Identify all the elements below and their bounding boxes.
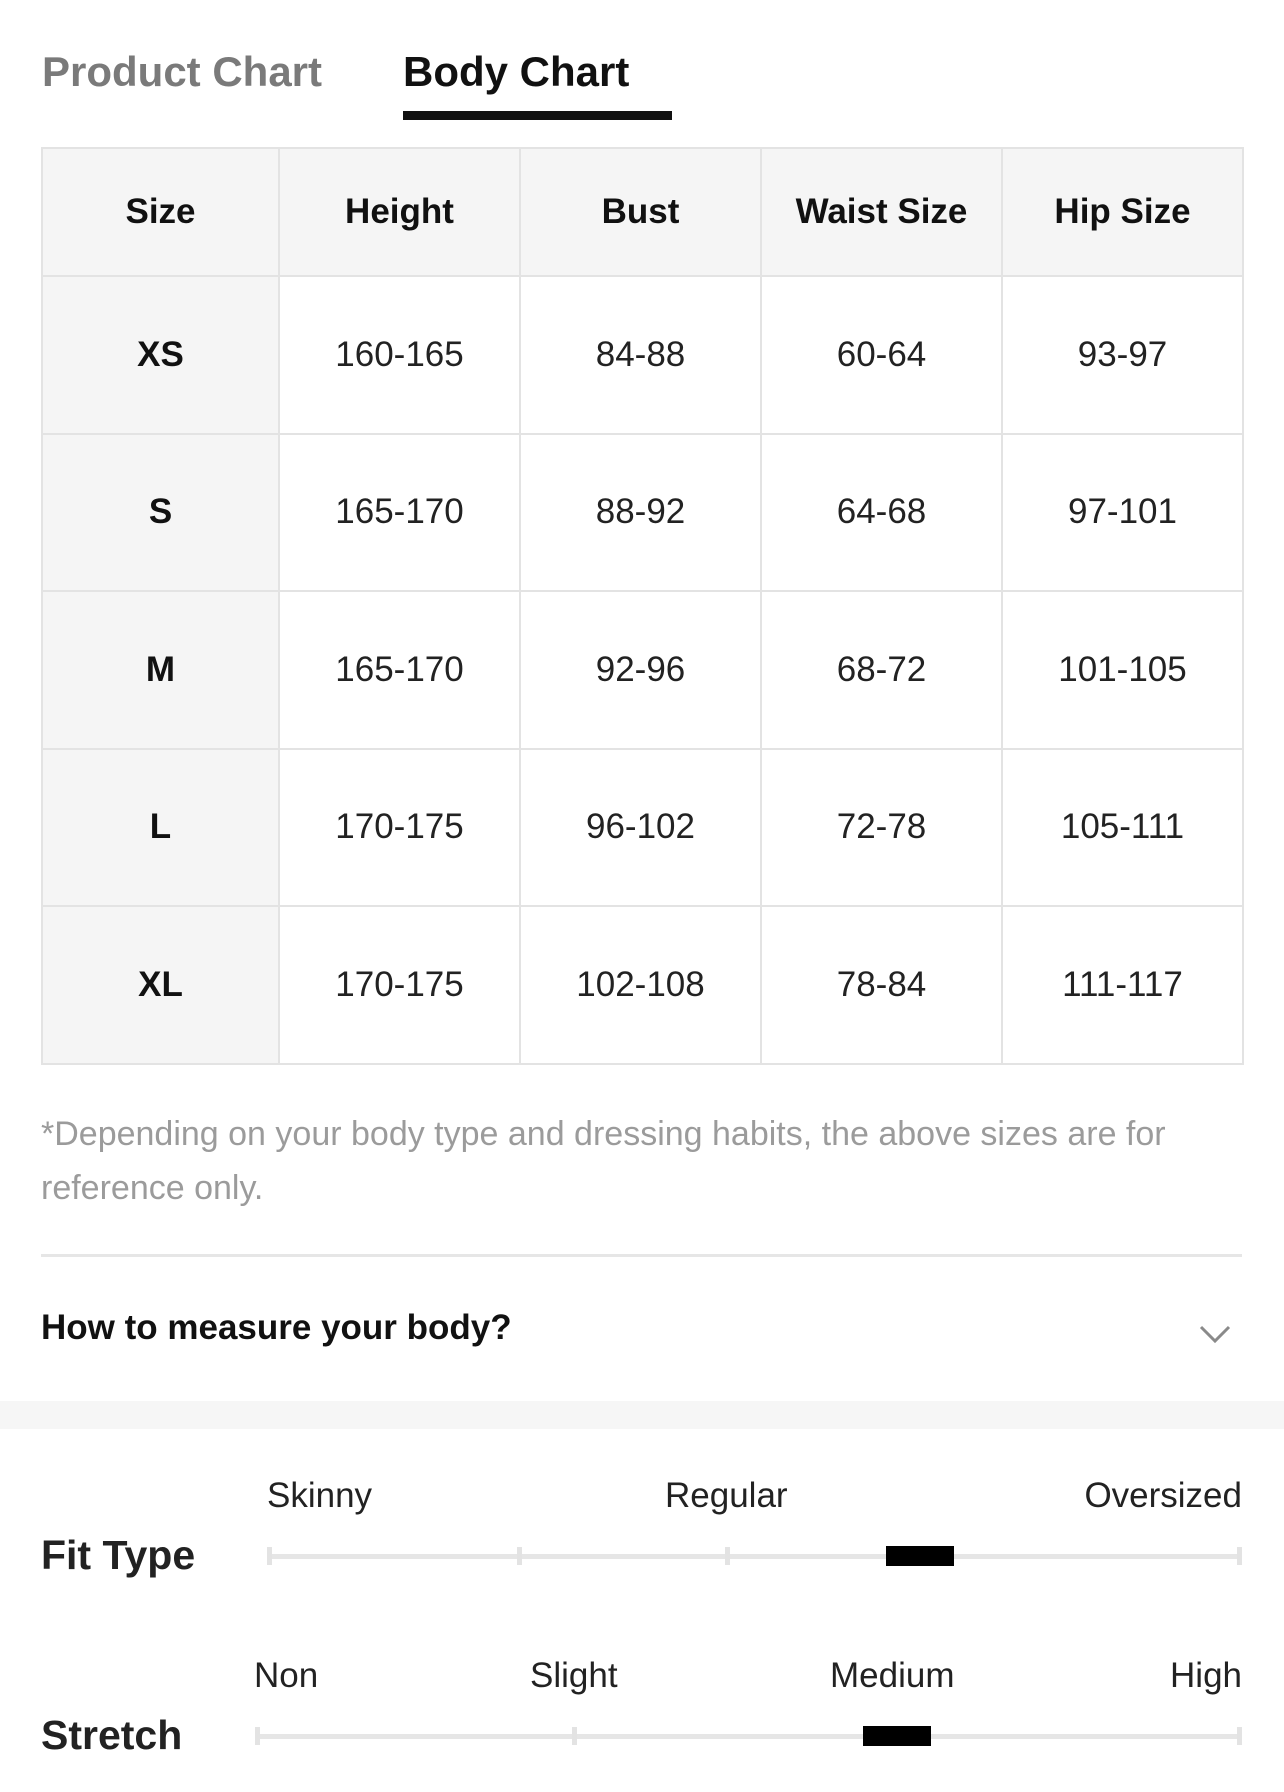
size-disclaimer: *Depending on your body type and dressing habits, the above sizes are for reference only. bbox=[41, 1115, 1166, 1207]
table-row bbox=[42, 591, 1243, 749]
table-cell: 93-97 bbox=[1002, 276, 1243, 434]
table-cell: 84-88 bbox=[520, 276, 761, 434]
tab-body-chart[interactable]: Body Chart bbox=[403, 48, 630, 95]
column-header-size: Size bbox=[42, 148, 279, 276]
table-cell: 96-102 bbox=[520, 749, 761, 907]
table-cell: 60-64 bbox=[761, 276, 1002, 434]
table-row bbox=[42, 906, 1243, 1064]
active-tab-underline bbox=[403, 111, 672, 120]
fit-type-label-skinny: Skinny bbox=[267, 1476, 373, 1515]
size-cell: XS bbox=[42, 276, 279, 434]
table-row bbox=[42, 434, 1243, 592]
fit-type-marker bbox=[886, 1546, 954, 1566]
stretch-marker bbox=[863, 1726, 931, 1746]
stretch-section bbox=[0, 1650, 1284, 1792]
stretch-label-non: Non bbox=[254, 1656, 319, 1695]
table-row bbox=[42, 276, 1243, 434]
table-cell: 88-92 bbox=[520, 434, 761, 592]
table-cell: 111-117 bbox=[1002, 906, 1243, 1064]
size-cell: S bbox=[42, 434, 279, 592]
table-cell: 78-84 bbox=[761, 906, 1002, 1064]
fit-type-tick bbox=[267, 1547, 272, 1565]
size-cell: XL bbox=[42, 906, 279, 1064]
table-row bbox=[42, 749, 1243, 907]
column-header-hip-size: Hip Size bbox=[1002, 148, 1243, 276]
column-header-height: Height bbox=[279, 148, 520, 276]
fit-type-tick bbox=[1237, 1547, 1242, 1565]
section-separator-band bbox=[0, 1401, 1284, 1429]
table-cell: 165-170 bbox=[279, 434, 520, 592]
column-header-waist-size: Waist Size bbox=[761, 148, 1002, 276]
stretch-tick bbox=[1237, 1727, 1242, 1745]
how-to-measure-accordion[interactable] bbox=[41, 1300, 1242, 1360]
chart-tabs bbox=[42, 40, 1242, 120]
fit-type-title: Fit Type bbox=[41, 1532, 196, 1578]
stretch-tick bbox=[572, 1727, 577, 1745]
stretch-tick bbox=[255, 1727, 260, 1745]
fit-type-label-regular: Regular bbox=[665, 1476, 788, 1515]
fit-type-section bbox=[0, 1470, 1284, 1620]
table-cell: 105-111 bbox=[1002, 749, 1243, 907]
table-cell: 64-68 bbox=[761, 434, 1002, 592]
fit-type-tick bbox=[517, 1547, 522, 1565]
stretch-label-slight: Slight bbox=[530, 1656, 618, 1695]
table-cell: 97-101 bbox=[1002, 434, 1243, 592]
body-size-table bbox=[41, 147, 1244, 1065]
fit-type-track bbox=[269, 1554, 1241, 1559]
size-cell: L bbox=[42, 749, 279, 907]
table-cell: 68-72 bbox=[761, 591, 1002, 749]
stretch-title: Stretch bbox=[41, 1712, 183, 1758]
table-cell: 101-105 bbox=[1002, 591, 1243, 749]
size-cell: M bbox=[42, 591, 279, 749]
column-header-bust: Bust bbox=[520, 148, 761, 276]
table-cell: 170-175 bbox=[279, 749, 520, 907]
chevron-down-icon[interactable] bbox=[1198, 1316, 1232, 1350]
stretch-label-high: High bbox=[1170, 1656, 1242, 1695]
table-cell: 160-165 bbox=[279, 276, 520, 434]
stretch-label-medium: Medium bbox=[830, 1656, 955, 1695]
fit-type-tick bbox=[725, 1547, 730, 1565]
table-cell: 170-175 bbox=[279, 906, 520, 1064]
table-header-row bbox=[42, 148, 1243, 276]
how-to-measure-label: How to measure your body? bbox=[41, 1308, 512, 1347]
table-cell: 102-108 bbox=[520, 906, 761, 1064]
tab-product-chart[interactable]: Product Chart bbox=[42, 48, 323, 95]
table-cell: 165-170 bbox=[279, 591, 520, 749]
fit-type-label-oversized: Oversized bbox=[1084, 1476, 1242, 1515]
table-cell: 72-78 bbox=[761, 749, 1002, 907]
table-cell: 92-96 bbox=[520, 591, 761, 749]
stretch-track bbox=[257, 1734, 1241, 1739]
section-divider bbox=[41, 1254, 1242, 1257]
